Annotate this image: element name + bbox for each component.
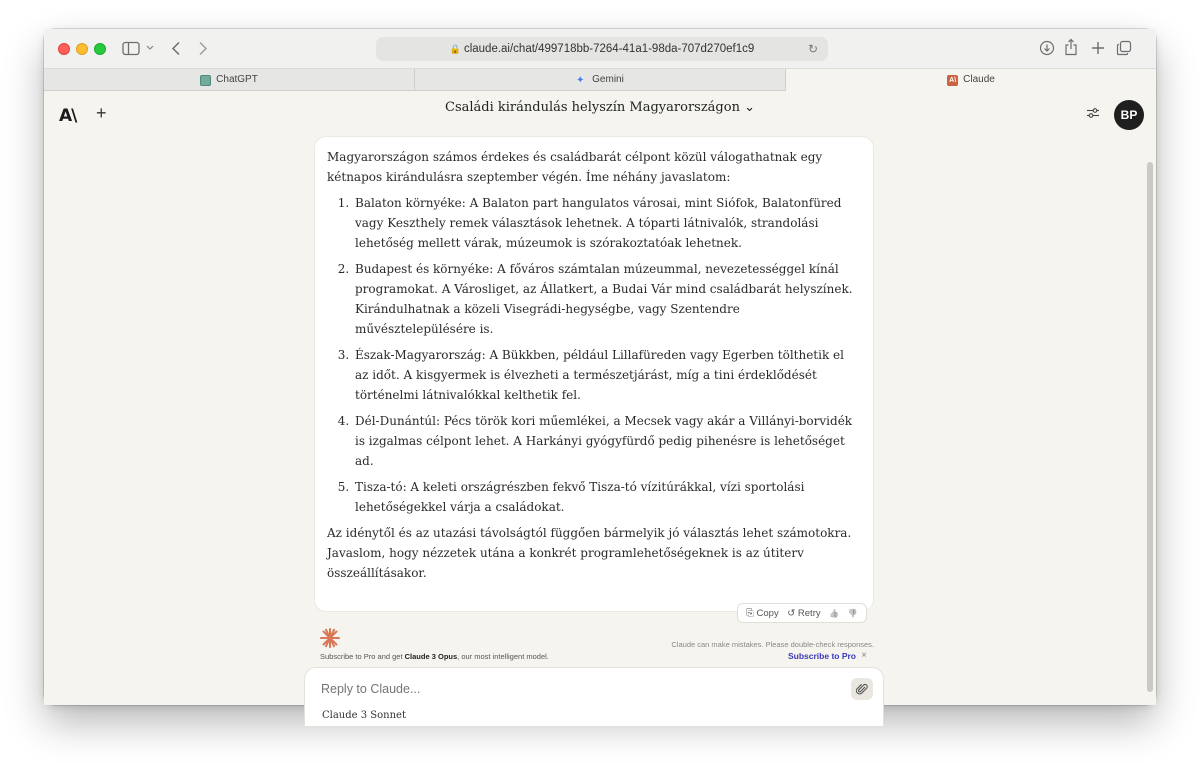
new-chat-button[interactable]: + [96,103,107,123]
minimize-window-button[interactable] [76,43,88,55]
copy-button[interactable]: ⎘ Copy [746,607,779,619]
assistant-message [314,136,874,612]
claude-page [44,92,1156,721]
retry-button[interactable]: ↺ Retry [787,607,821,619]
address-bar[interactable] [376,37,828,61]
gemini-favicon: ✦ [576,74,585,86]
pro-promo: Subscribe to Pro and get Claude 3 Opus, our most intelligent model. [320,652,549,661]
new-tab-icon[interactable] [1091,41,1105,55]
claude-logo[interactable]: A\ [59,106,77,126]
reply-composer [304,667,884,727]
thumbs-up-icon[interactable]: 👍 [829,608,840,618]
tab-overview-icon[interactable] [1116,40,1132,56]
share-icon[interactable] [1064,38,1078,56]
url-text: claude.ai/chat/499718bb-7264-41a1-98da-707d270ef1c9 [463,43,755,55]
scrollbar[interactable] [1147,162,1153,692]
download-icon[interactable] [1039,40,1055,56]
browser-window [44,29,1156,721]
tab-chatgpt[interactable] [44,69,415,91]
tab-label: Claude [963,74,995,85]
tab-gemini[interactable] [415,69,786,91]
list-item: 1. Balaton környéke: A Balaton part hangulatos városai, mint Siófok, Balatonfüred vagy Keszthely remek választások lehetnek. A tóparti látnivalók, strandolási lehetőség mellett várak, múzeumok is szórakoztatóak lehetnek. [353,193,861,253]
message-actions [737,603,867,623]
tab-claude[interactable] [786,69,1156,91]
disclaimer: Claude can make mistakes. Please double-check responses. [671,640,874,649]
claude-favicon: A\ [949,76,957,84]
message-outro: Az idénytől és az utazási távolságtól függően bármelyik jó választás lehet számotokra. Javaslom, hogy nézzetek utána a konkrét programlehetőségeknek is az útiterv összeállításakor. [327,526,852,580]
message-intro: Magyarországon számos érdekes és családbarát célpont közül válogathatnak egy kétnapos kirándulásra szeptember végén. Íme néhány javaslatom: [327,150,823,184]
model-selector[interactable]: Claude 3 Sonnet [322,710,406,721]
back-icon[interactable] [171,41,181,56]
thumbs-down-icon[interactable]: 👎 [847,608,858,618]
tab-label: ChatGPT [216,74,258,85]
paperclip-icon[interactable] [851,678,873,700]
lock-icon: 🔒 [449,44,461,54]
reply-input[interactable] [321,682,801,696]
avatar[interactable]: BP [1114,100,1144,130]
close-window-button[interactable] [58,43,70,55]
conversation-title[interactable]: Családi kirándulás helyszín Magyarországon ⌄ [445,100,755,115]
list-item: 5. Tisza-tó: A keleti országrészben fekvő Tisza-tó vízitúrákkal, vízi sportolási lehetőségekkel várja a családokat. [353,477,861,517]
settings-sliders-icon[interactable] [1086,107,1100,119]
chevron-down-icon[interactable] [146,45,154,51]
subscribe-pro-link[interactable]: Subscribe to Pro [787,651,856,661]
close-icon[interactable]: × [861,650,867,661]
copy-icon: ⎘ [746,607,757,619]
chatgpt-favicon [200,75,211,86]
zoom-window-button[interactable] [94,43,106,55]
browser-toolbar [44,29,1156,69]
chevron-down-icon: ⌄ [744,100,755,115]
tab-bar [44,69,1156,91]
sidebar-icon[interactable] [122,41,140,56]
suggestion-list [327,193,861,517]
list-item: 4. Dél-Dunántúl: Pécs török kori műemlékei, a Mecsek vagy akár a Villányi-borvidék is izgalmas célpont lehet. A Harkányi gyógyfürdő pedig pihenésre is lehetőséget ad. [353,411,861,471]
reload-icon[interactable]: ↻ [807,42,818,56]
tab-label: Gemini [592,74,624,85]
list-item: 3. Észak-Magyarország: A Bükkben, például Lillafüreden vagy Egerben tölthetik el az időt. A kisgyermek is élvezheti a természetjárást, míg a tini érdeklődését történelmi látnivalókkal kelthetik fel. [353,345,861,405]
claude-spark-icon [319,627,341,649]
list-item: 2. Budapest és környéke: A főváros számtalan múzeummal, nevezetességgel kínál programokat. A Városliget, az Állatkert, a Budai Vár mind családbarát helyszínek. Kirándulhatnak a közeli Visegrádi-hegységbe, vagy Szentendre művésztelepülésére is. [353,259,861,339]
retry-icon: ↺ [787,607,798,619]
forward-icon[interactable] [198,41,208,56]
